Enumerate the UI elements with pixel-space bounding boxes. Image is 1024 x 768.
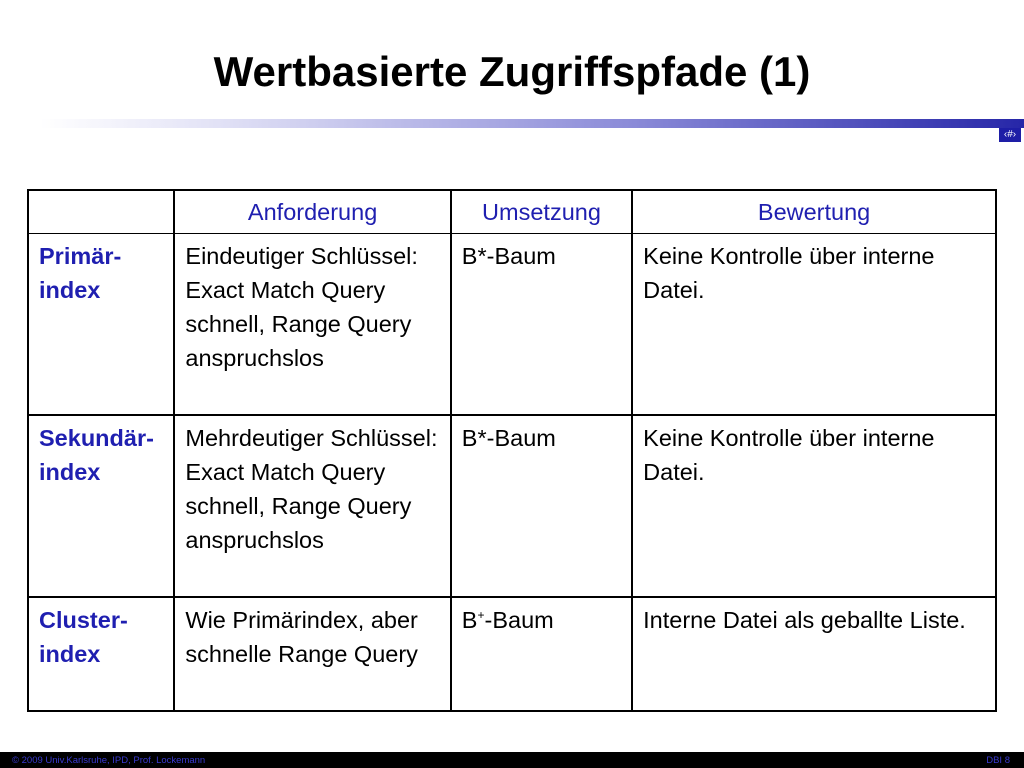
- row-label-primaerindex: Primär-index: [28, 234, 174, 416]
- cell-bewertung: Keine Kontrolle über interne Datei.: [632, 234, 996, 416]
- table-header-row: [28, 190, 996, 234]
- cell-umsetzung: [451, 415, 632, 597]
- umsetzung-base: B: [461, 243, 478, 269]
- umsetzung-rest: -Baum: [484, 607, 554, 633]
- slide-number-badge: ‹#›: [999, 128, 1021, 142]
- cell-umsetzung: [451, 234, 632, 416]
- umsetzung-marker-superscript: +: [477, 608, 485, 623]
- row-label-sekundaerindex: Sekundär-index: [28, 415, 174, 597]
- umsetzung-marker: *: [477, 425, 487, 451]
- footer-bar: [0, 752, 1024, 768]
- header-cell-umsetzung: Umsetzung: [451, 190, 632, 234]
- row-label-clusterindex: Cluster-index: [28, 597, 174, 711]
- umsetzung-base: B: [461, 425, 478, 451]
- header-cell-bewertung: Bewertung: [632, 190, 996, 234]
- cell-anforderung: Eindeutiger Schlüssel: Exact Match Query schnell, Range Query anspruchslos: [174, 234, 450, 416]
- title-divider: [40, 119, 1024, 128]
- table-row: [28, 234, 996, 416]
- footer-page-label: DBI 8: [986, 755, 1010, 766]
- header-cell-empty: [28, 190, 174, 234]
- cell-umsetzung: [451, 597, 632, 711]
- cell-bewertung: Interne Datei als geballte Liste.: [632, 597, 996, 711]
- cell-anforderung: Mehrdeutiger Schlüssel: Exact Match Query schnell, Range Query anspruchslos: [174, 415, 450, 597]
- umsetzung-marker: *: [477, 243, 487, 269]
- table-row: [28, 597, 996, 711]
- footer-copyright: © 2009 Univ.Karlsruhe, IPD, Prof. Lockemann: [12, 755, 206, 766]
- slide-title: Wertbasierte Zugriffspfade (1): [213, 48, 811, 95]
- umsetzung-rest: -Baum: [486, 243, 556, 269]
- comparison-table: [27, 189, 997, 712]
- umsetzung-rest: -Baum: [486, 425, 556, 451]
- header-cell-anforderung: Anforderung: [174, 190, 450, 234]
- cell-bewertung: Keine Kontrolle über interne Datei.: [632, 415, 996, 597]
- cell-anforderung: Wie Primärindex, aber schnelle Range Query: [174, 597, 450, 711]
- umsetzung-base: B: [461, 607, 478, 633]
- table-row: [28, 415, 996, 597]
